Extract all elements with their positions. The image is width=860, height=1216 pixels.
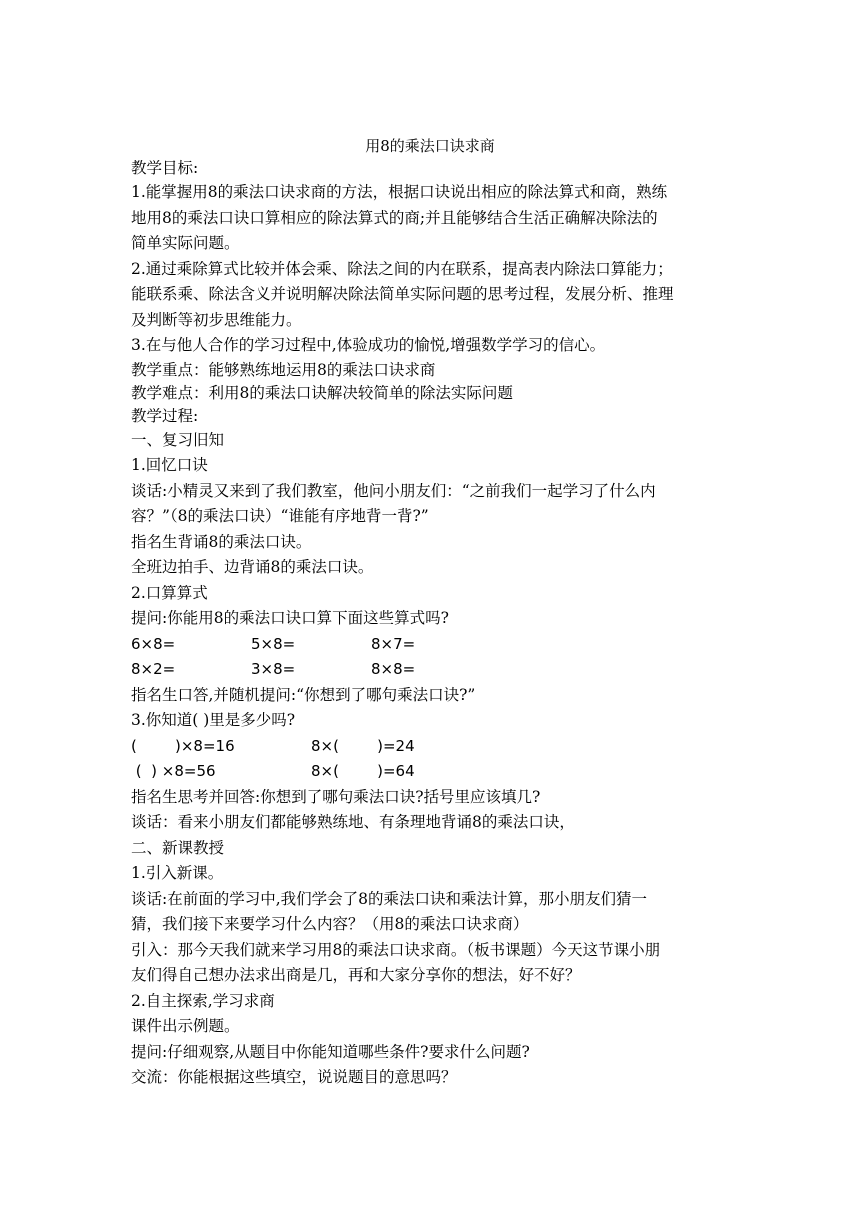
- calc-cell: 8×8=: [371, 660, 416, 678]
- objective-2-line-1: 2.通过乘除算式比较并体会乘、除法之间的内在联系，提高表内除法口算能力；: [131, 259, 673, 278]
- calc-cell: 3×8=: [251, 660, 296, 678]
- section-2-ask: 提问:仔细观察,从题目中你能知道哪些条件?要求什么问题?: [131, 1042, 530, 1061]
- section-2-item-1: 1.引入新课。: [131, 864, 224, 882]
- calc-row-2: [131, 657, 731, 683]
- section-2-heading: 二、新课教授: [131, 838, 225, 857]
- fill-row-2: [131, 759, 731, 785]
- objective-3: 3.在与他人合作的学习过程中,体验成功的愉悦,增强数学学习的信心。: [131, 336, 606, 354]
- objective-1-line-1: 1.能掌握用8的乘法口诀求商的方法，根据口诀说出相应的除法算式和商，熟练: [131, 183, 668, 201]
- section-1-item-2: 2.口算算式: [131, 583, 208, 602]
- section-1-talk-line-2: 容？”（8的乘法口诀）“谁能有序地背一背?”: [131, 507, 429, 525]
- section-2-talk-line-2: 猜，我们接下来要学习什么内容？（用8的乘法口诀求商）: [131, 915, 529, 933]
- fill-row-1: [131, 734, 731, 760]
- section-1-recite-1: 指名生背诵8的乘法口诀。: [131, 532, 312, 551]
- calc-cell: 8×2=: [131, 660, 176, 678]
- objectives-heading: 教学目标:: [131, 159, 199, 177]
- key-point: 教学重点：能够熟练地运用8的乘法口诀求商: [131, 360, 436, 379]
- section-1-ask: 提问:你能用8的乘法口诀口算下面这些算式吗?: [131, 609, 449, 627]
- objective-1-line-2: 地用8的乘法口诀口算相应的除法算式的商;并且能够结合生活正确解决除法的: [131, 208, 658, 227]
- section-1-summary: 谈话：看来小朋友们都能够熟练地、有条理地背诵8的乘法口诀，: [131, 813, 575, 831]
- section-1-answer: 指名生口答,并随机提问:“你想到了哪句乘法口诀?”: [131, 685, 476, 704]
- section-2-exchange: 交流：你能根据这些填空，说说题目的意思吗？: [131, 1068, 457, 1086]
- document-title: 用8的乘法口诀求商: [365, 137, 495, 155]
- fill-cell: ( ) ×8=56: [131, 762, 216, 780]
- objective-2-line-2: 能联系乘、除法含义并说明解决除法简单实际问题的思考过程，发展分析、推理: [131, 285, 674, 303]
- section-1-talk-line-1: 谈话:小精灵又来到了我们教室，他问小朋友们：“之前我们一起学习了什么内: [131, 481, 656, 500]
- section-1-recite-2: 全班边拍手、边背诵8的乘法口诀。: [131, 558, 374, 576]
- document-body: [131, 157, 731, 1091]
- calc-cell: 6×8=: [131, 634, 176, 653]
- fill-cell: 8×( )=64: [311, 762, 415, 780]
- calc-row-1: [131, 632, 731, 658]
- difficulty: 教学难点：利用8的乘法口诀解决较简单的除法实际问题: [131, 383, 513, 402]
- objective-1-line-3: 简单实际问题。: [131, 234, 240, 252]
- section-1-think: 指名生思考并回答:你想到了哪句乘法口诀?括号里应该填几?: [131, 787, 541, 806]
- section-2-intro-line-1: 引入：那今天我们就来学习用8的乘法口诀求商。（板书课题）今天这节课小朋: [131, 940, 661, 959]
- fill-cell: ( )×8=16: [131, 736, 235, 755]
- fill-cell: 8×( )=24: [311, 736, 415, 755]
- section-2-courseware: 课件出示例题。: [131, 1017, 240, 1035]
- section-1-item-3: 3.你知道( )里是多少吗?: [131, 711, 296, 729]
- process-heading: 教学过程:: [131, 406, 199, 425]
- section-2-intro-line-2: 友们得自己想办法求出商是几，再和大家分享你的想法，好不好？: [131, 966, 581, 984]
- section-1-heading: 一、复习旧知: [131, 430, 225, 449]
- section-2-item-2: 2.自主探索,学习求商: [131, 991, 275, 1010]
- section-2-talk-line-1: 谈话:在前面的学习中,我们学会了8的乘法口诀和乘法计算，那小朋友们猜一: [131, 889, 648, 908]
- section-1-item-1: 1.回忆口诀: [131, 456, 208, 474]
- calc-cell: 5×8=: [251, 634, 296, 653]
- objective-2-line-3: 及判断等初步思维能力。: [131, 310, 302, 329]
- calc-cell: 8×7=: [371, 634, 416, 653]
